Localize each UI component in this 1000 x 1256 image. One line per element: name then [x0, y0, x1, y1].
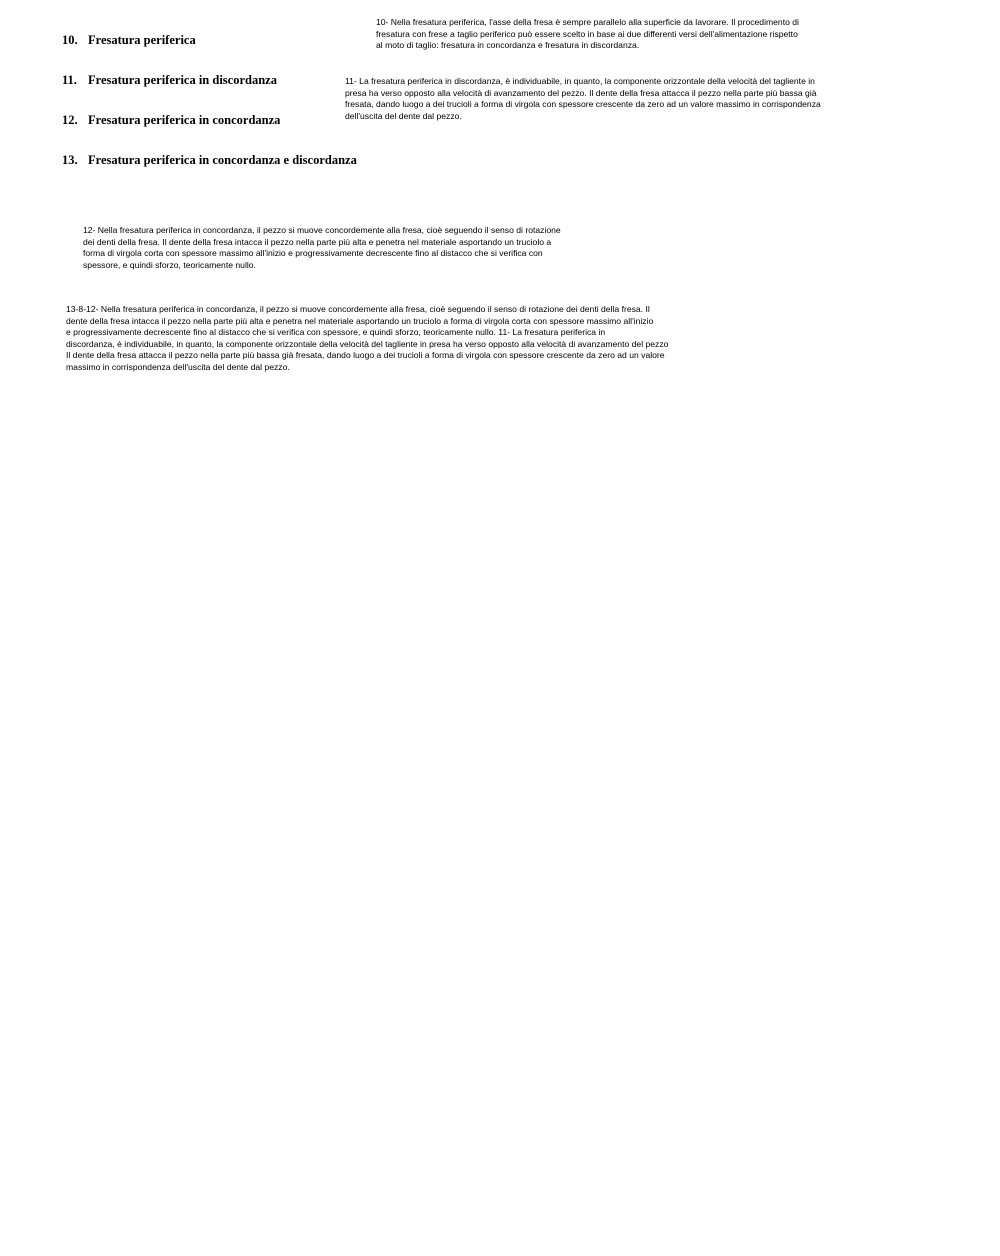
note-13-paragraph: [66, 304, 668, 374]
note-line: al moto di taglio: fresatura in concordanza e fresatura in discordanza.: [376, 40, 640, 51]
note-12-paragraph: [83, 225, 561, 271]
note-line: Il dente della fresa attacca il pezzo nella parte più bassa già fresata, dando luogo a dei trucioli a forma di virgola con spessore crescente da zero ad un valore: [66, 350, 665, 361]
note-line: spessore, e quindi sforzo, teoricamente nullo.: [83, 259, 256, 270]
note-line: 11- La fresatura periferica in discordanza, è individuabile, in quanto, la componente orizzontale della velocità del tagliente in: [345, 76, 815, 86]
heading-number: 10.: [62, 33, 78, 47]
note-line: dell'uscita del dente dal pezzo.: [345, 110, 462, 121]
note-line: fresatura con frese a taglio periferico può essere scelto in base ai due differenti versi dell'alimentazione rispetto: [376, 28, 798, 39]
note-line: dei denti della fresa. Il dente della fresa intacca il pezzo nella parte più alta e penetra nel materiale asportando un truciolo a: [83, 236, 552, 247]
note-11-paragraph: [345, 76, 821, 122]
heading-title: Fresatura periferica in concordanza: [88, 113, 281, 127]
note-line: 12- Nella fresatura periferica in concordanza, il pezzo si muove concordemente alla fresa, cioè seguendo il senso di rotazione: [83, 225, 561, 235]
heading-fresatura-discordanza: [62, 73, 277, 88]
note-line: 13-8-12- Nella fresatura periferica in concordanza, il pezzo si muove concordemente alla fresa, cioè seguendo il senso di rotazione dei denti della fresa. Il: [66, 304, 650, 314]
note-line: presa ha verso opposto alla velocità di avanzamento del pezzo. Il dente della fresa attacca il pezzo nella parte più bassa già: [345, 87, 817, 98]
note-line: fresata, dando luogo a dei trucioli a forma di virgola con spessore crescente da zero ad un valore massimo in corrispondenza: [345, 99, 821, 110]
heading-number: 11.: [62, 73, 77, 87]
heading-title: Fresatura periferica in discordanza: [88, 73, 277, 87]
heading-title: Fresatura periferica in concordanza e discordanza: [88, 153, 357, 167]
heading-fresatura-concordanza-discordanza: [62, 153, 357, 168]
note-10-paragraph: [376, 17, 799, 52]
note-line: e progressivamente decrescente fino al distacco che si verifica con spessore, e quindi sforzo, teoricamente nullo. 11- La fresatura periferica in: [66, 327, 606, 338]
heading-title: Fresatura periferica: [88, 33, 196, 47]
heading-number: 12.: [62, 113, 78, 127]
heading-fresatura-periferica: [62, 33, 196, 48]
note-line: dente della fresa intacca il pezzo nella parte più alta e penetra nel materiale asportando un truciolo a forma di virgola corta con spessore massimo all'inizio: [66, 315, 654, 326]
heading-number: 13.: [62, 153, 78, 167]
note-line: 10- Nella fresatura periferica, l'asse della fresa è sempre parallelo alla superficie da lavorare. Il procedimento di: [376, 17, 799, 27]
note-line: forma di virgola corta con spessore massimo all'inizio e progressivamente decrescente fino al distacco che si verifica con: [83, 248, 543, 259]
note-line: discordanza, è individuabile, in quanto, la componente orizzontale della velocità del tagliente in presa ha verso opposto alla velocità di avanzamento del pezzo: [66, 338, 669, 349]
note-line: massimo in corrispondenza dell'uscita del dente dal pezzo.: [66, 361, 290, 372]
heading-fresatura-concordanza: [62, 113, 280, 128]
